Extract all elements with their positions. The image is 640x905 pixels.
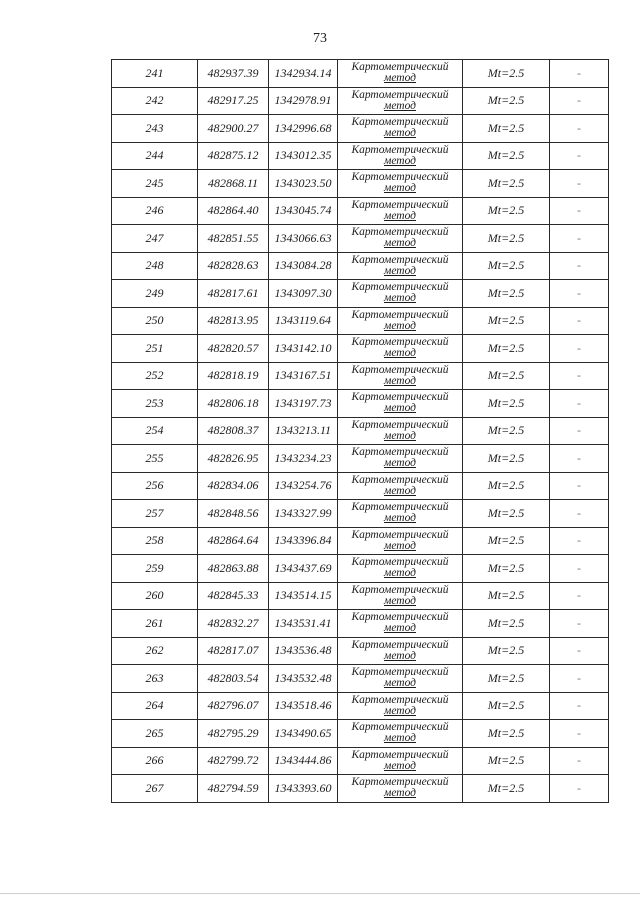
table-row <box>112 280 609 308</box>
method-cell <box>338 692 463 720</box>
method-line1: Картометрический <box>351 556 449 569</box>
y-coordinate-cell: 1343437.69 <box>269 555 338 583</box>
method-line1: Картометрический <box>351 143 449 156</box>
method-line1: Картометрический <box>351 253 449 266</box>
precision-cell: Mt=2.5 <box>463 197 550 225</box>
x-coordinate-cell: 482868.11 <box>198 170 269 198</box>
method-cell <box>338 472 463 500</box>
method-line2: метод <box>383 732 416 745</box>
method-line2: метод <box>383 182 416 195</box>
x-coordinate-cell: 482864.40 <box>198 197 269 225</box>
method-line1: Картометрический <box>351 418 449 431</box>
x-coordinate-cell: 482917.25 <box>198 87 269 115</box>
x-coordinate-cell: 482864.64 <box>198 527 269 555</box>
method-line1: Картометрический <box>351 721 449 734</box>
precision-cell: Mt=2.5 <box>463 170 550 198</box>
method-line2: метод <box>383 72 416 85</box>
method-cell <box>338 362 463 390</box>
method-line2: метод <box>383 787 416 800</box>
x-coordinate-cell: 482795.29 <box>198 720 269 748</box>
point-number-cell: 251 <box>112 335 198 363</box>
table-row <box>112 142 609 170</box>
method-cell <box>338 582 463 610</box>
y-coordinate-cell: 1343012.35 <box>269 142 338 170</box>
method-line1: Картометрический <box>351 748 449 761</box>
method-cell <box>338 417 463 445</box>
precision-cell: Mt=2.5 <box>463 115 550 143</box>
method-line1: Картометрический <box>351 198 449 211</box>
method-cell <box>338 720 463 748</box>
method-line2: метод <box>383 374 416 387</box>
note-cell: - <box>550 225 609 253</box>
table-row <box>112 115 609 143</box>
precision-cell: Mt=2.5 <box>463 280 550 308</box>
precision-cell: Mt=2.5 <box>463 417 550 445</box>
x-coordinate-cell: 482817.07 <box>198 637 269 665</box>
y-coordinate-cell: 1343084.28 <box>269 252 338 280</box>
method-cell <box>338 60 463 88</box>
table-row <box>112 362 609 390</box>
precision-cell: Mt=2.5 <box>463 555 550 583</box>
y-coordinate-cell: 1343531.41 <box>269 610 338 638</box>
method-line2: метод <box>383 704 416 717</box>
y-coordinate-cell: 1343023.50 <box>269 170 338 198</box>
method-line1: Картометрический <box>351 281 449 294</box>
point-number-cell: 267 <box>112 775 198 803</box>
precision-cell: Mt=2.5 <box>463 335 550 363</box>
page-number: 73 <box>313 31 327 46</box>
point-number-cell: 265 <box>112 720 198 748</box>
point-number-cell: 242 <box>112 87 198 115</box>
point-number-cell: 266 <box>112 747 198 775</box>
method-cell <box>338 252 463 280</box>
y-coordinate-cell: 1343532.48 <box>269 665 338 693</box>
table-row <box>112 665 609 693</box>
method-line2: метод <box>383 457 416 470</box>
y-coordinate-cell: 1343490.65 <box>269 720 338 748</box>
method-cell <box>338 170 463 198</box>
method-line2: метод <box>383 237 416 250</box>
method-cell <box>338 280 463 308</box>
method-cell <box>338 500 463 528</box>
method-line1: Картометрический <box>351 638 449 651</box>
method-line2: метод <box>383 677 416 690</box>
point-number-cell: 245 <box>112 170 198 198</box>
table-row <box>112 527 609 555</box>
y-coordinate-cell: 1342934.14 <box>269 60 338 88</box>
table-row <box>112 720 609 748</box>
x-coordinate-cell: 482937.39 <box>198 60 269 88</box>
y-coordinate-cell: 1343327.99 <box>269 500 338 528</box>
method-line1: Картометрический <box>351 473 449 486</box>
table-row <box>112 307 609 335</box>
table-row <box>112 775 609 803</box>
note-cell: - <box>550 390 609 418</box>
point-number-cell: 243 <box>112 115 198 143</box>
table-row <box>112 390 609 418</box>
x-coordinate-cell: 482806.18 <box>198 390 269 418</box>
method-cell <box>338 555 463 583</box>
table-row <box>112 472 609 500</box>
note-cell: - <box>550 472 609 500</box>
note-cell: - <box>550 417 609 445</box>
table-row <box>112 252 609 280</box>
table-row <box>112 610 609 638</box>
precision-cell: Mt=2.5 <box>463 637 550 665</box>
point-number-cell: 241 <box>112 60 198 88</box>
point-number-cell: 253 <box>112 390 198 418</box>
note-cell: - <box>550 252 609 280</box>
point-number-cell: 248 <box>112 252 198 280</box>
x-coordinate-cell: 482845.33 <box>198 582 269 610</box>
table-row <box>112 692 609 720</box>
method-cell <box>338 307 463 335</box>
x-coordinate-cell: 482799.72 <box>198 747 269 775</box>
table-row <box>112 197 609 225</box>
coordinates-table <box>111 59 609 803</box>
y-coordinate-cell: 1343536.48 <box>269 637 338 665</box>
coordinates-table-body <box>112 60 609 803</box>
method-line2: метод <box>383 539 416 552</box>
precision-cell: Mt=2.5 <box>463 252 550 280</box>
note-cell: - <box>550 665 609 693</box>
table-row <box>112 555 609 583</box>
precision-cell: Mt=2.5 <box>463 445 550 473</box>
point-number-cell: 259 <box>112 555 198 583</box>
method-cell <box>338 87 463 115</box>
table-row <box>112 500 609 528</box>
table-row <box>112 445 609 473</box>
precision-cell: Mt=2.5 <box>463 720 550 748</box>
precision-cell: Mt=2.5 <box>463 747 550 775</box>
note-cell: - <box>550 637 609 665</box>
point-number-cell: 264 <box>112 692 198 720</box>
x-coordinate-cell: 482820.57 <box>198 335 269 363</box>
precision-cell: Mt=2.5 <box>463 665 550 693</box>
point-number-cell: 244 <box>112 142 198 170</box>
x-coordinate-cell: 482803.54 <box>198 665 269 693</box>
method-line2: метод <box>383 209 416 222</box>
point-number-cell: 255 <box>112 445 198 473</box>
note-cell: - <box>550 500 609 528</box>
table-row <box>112 225 609 253</box>
note-cell: - <box>550 445 609 473</box>
point-number-cell: 246 <box>112 197 198 225</box>
table-row <box>112 417 609 445</box>
y-coordinate-cell: 1343514.15 <box>269 582 338 610</box>
point-number-cell: 262 <box>112 637 198 665</box>
method-line2: метод <box>383 99 416 112</box>
point-number-cell: 256 <box>112 472 198 500</box>
x-coordinate-cell: 482834.06 <box>198 472 269 500</box>
point-number-cell: 257 <box>112 500 198 528</box>
note-cell: - <box>550 610 609 638</box>
method-line1: Картометрический <box>351 501 449 514</box>
method-line2: метод <box>383 484 416 497</box>
method-line2: метод <box>383 649 416 662</box>
point-number-cell: 247 <box>112 225 198 253</box>
method-line2: метод <box>383 512 416 525</box>
method-line1: Картометрический <box>351 226 449 239</box>
method-line2: метод <box>383 594 416 607</box>
note-cell: - <box>550 555 609 583</box>
table-row <box>112 747 609 775</box>
x-coordinate-cell: 482832.27 <box>198 610 269 638</box>
point-number-cell: 258 <box>112 527 198 555</box>
method-line2: метод <box>383 622 416 635</box>
x-coordinate-cell: 482817.61 <box>198 280 269 308</box>
y-coordinate-cell: 1343213.11 <box>269 417 338 445</box>
y-coordinate-cell: 1343393.60 <box>269 775 338 803</box>
x-coordinate-cell: 482818.19 <box>198 362 269 390</box>
method-line2: метод <box>383 347 416 360</box>
x-coordinate-cell: 482863.88 <box>198 555 269 583</box>
method-cell <box>338 197 463 225</box>
x-coordinate-cell: 482796.07 <box>198 692 269 720</box>
method-line1: Картометрический <box>351 776 449 789</box>
point-number-cell: 261 <box>112 610 198 638</box>
precision-cell: Mt=2.5 <box>463 60 550 88</box>
precision-cell: Mt=2.5 <box>463 692 550 720</box>
method-cell <box>338 115 463 143</box>
method-line1: Картометрический <box>351 583 449 596</box>
point-number-cell: 263 <box>112 665 198 693</box>
y-coordinate-cell: 1343518.46 <box>269 692 338 720</box>
note-cell: - <box>550 582 609 610</box>
precision-cell: Mt=2.5 <box>463 225 550 253</box>
y-coordinate-cell: 1343197.73 <box>269 390 338 418</box>
note-cell: - <box>550 527 609 555</box>
precision-cell: Mt=2.5 <box>463 775 550 803</box>
method-cell <box>338 335 463 363</box>
x-coordinate-cell: 482828.63 <box>198 252 269 280</box>
method-cell <box>338 665 463 693</box>
table-row <box>112 60 609 88</box>
table-row <box>112 335 609 363</box>
x-coordinate-cell: 482813.95 <box>198 307 269 335</box>
method-line1: Картометрический <box>351 666 449 679</box>
method-line1: Картометрический <box>351 171 449 184</box>
note-cell: - <box>550 87 609 115</box>
precision-cell: Mt=2.5 <box>463 472 550 500</box>
method-line2: метод <box>383 567 416 580</box>
note-cell: - <box>550 60 609 88</box>
y-coordinate-cell: 1343119.64 <box>269 307 338 335</box>
method-cell <box>338 747 463 775</box>
x-coordinate-cell: 482900.27 <box>198 115 269 143</box>
method-line1: Картометрический <box>351 116 449 129</box>
method-line2: метод <box>383 154 416 167</box>
x-coordinate-cell: 482826.95 <box>198 445 269 473</box>
method-line1: Картометрический <box>351 308 449 321</box>
method-cell <box>338 610 463 638</box>
method-line1: Картометрический <box>351 611 449 624</box>
x-coordinate-cell: 482851.55 <box>198 225 269 253</box>
method-cell <box>338 390 463 418</box>
method-line1: Картометрический <box>351 363 449 376</box>
note-cell: - <box>550 115 609 143</box>
note-cell: - <box>550 775 609 803</box>
method-line2: метод <box>383 127 416 140</box>
precision-cell: Mt=2.5 <box>463 390 550 418</box>
y-coordinate-cell: 1343234.23 <box>269 445 338 473</box>
method-line1: Картометрический <box>351 693 449 706</box>
y-coordinate-cell: 1342978.91 <box>269 87 338 115</box>
precision-cell: Mt=2.5 <box>463 142 550 170</box>
note-cell: - <box>550 692 609 720</box>
precision-cell: Mt=2.5 <box>463 610 550 638</box>
table-row <box>112 170 609 198</box>
y-coordinate-cell: 1343097.30 <box>269 280 338 308</box>
method-cell <box>338 225 463 253</box>
footer-divider <box>0 893 640 894</box>
method-cell <box>338 445 463 473</box>
y-coordinate-cell: 1343142.10 <box>269 335 338 363</box>
method-line2: метод <box>383 402 416 415</box>
x-coordinate-cell: 482875.12 <box>198 142 269 170</box>
table-row <box>112 87 609 115</box>
note-cell: - <box>550 280 609 308</box>
method-line1: Картометрический <box>351 61 449 74</box>
x-coordinate-cell: 482794.59 <box>198 775 269 803</box>
x-coordinate-cell: 482848.56 <box>198 500 269 528</box>
method-line1: Картометрический <box>351 446 449 459</box>
note-cell: - <box>550 720 609 748</box>
point-number-cell: 249 <box>112 280 198 308</box>
point-number-cell: 250 <box>112 307 198 335</box>
method-line2: метод <box>383 319 416 332</box>
y-coordinate-cell: 1342996.68 <box>269 115 338 143</box>
precision-cell: Mt=2.5 <box>463 500 550 528</box>
precision-cell: Mt=2.5 <box>463 307 550 335</box>
note-cell: - <box>550 747 609 775</box>
method-cell <box>338 142 463 170</box>
y-coordinate-cell: 1343254.76 <box>269 472 338 500</box>
y-coordinate-cell: 1343167.51 <box>269 362 338 390</box>
note-cell: - <box>550 170 609 198</box>
x-coordinate-cell: 482808.37 <box>198 417 269 445</box>
method-line1: Картометрический <box>351 336 449 349</box>
method-line2: метод <box>383 264 416 277</box>
method-line2: метод <box>383 759 416 772</box>
method-line2: метод <box>383 429 416 442</box>
table-row <box>112 637 609 665</box>
y-coordinate-cell: 1343066.63 <box>269 225 338 253</box>
y-coordinate-cell: 1343045.74 <box>269 197 338 225</box>
note-cell: - <box>550 142 609 170</box>
point-number-cell: 254 <box>112 417 198 445</box>
point-number-cell: 260 <box>112 582 198 610</box>
method-line1: Картометрический <box>351 528 449 541</box>
method-cell <box>338 775 463 803</box>
method-line2: метод <box>383 292 416 305</box>
note-cell: - <box>550 362 609 390</box>
note-cell: - <box>550 335 609 363</box>
precision-cell: Mt=2.5 <box>463 527 550 555</box>
method-line1: Картометрический <box>351 391 449 404</box>
y-coordinate-cell: 1343396.84 <box>269 527 338 555</box>
precision-cell: Mt=2.5 <box>463 582 550 610</box>
y-coordinate-cell: 1343444.86 <box>269 747 338 775</box>
note-cell: - <box>550 307 609 335</box>
precision-cell: Mt=2.5 <box>463 87 550 115</box>
point-number-cell: 252 <box>112 362 198 390</box>
method-line1: Картометрический <box>351 88 449 101</box>
precision-cell: Mt=2.5 <box>463 362 550 390</box>
method-cell <box>338 637 463 665</box>
note-cell: - <box>550 197 609 225</box>
method-cell <box>338 527 463 555</box>
table-row <box>112 582 609 610</box>
